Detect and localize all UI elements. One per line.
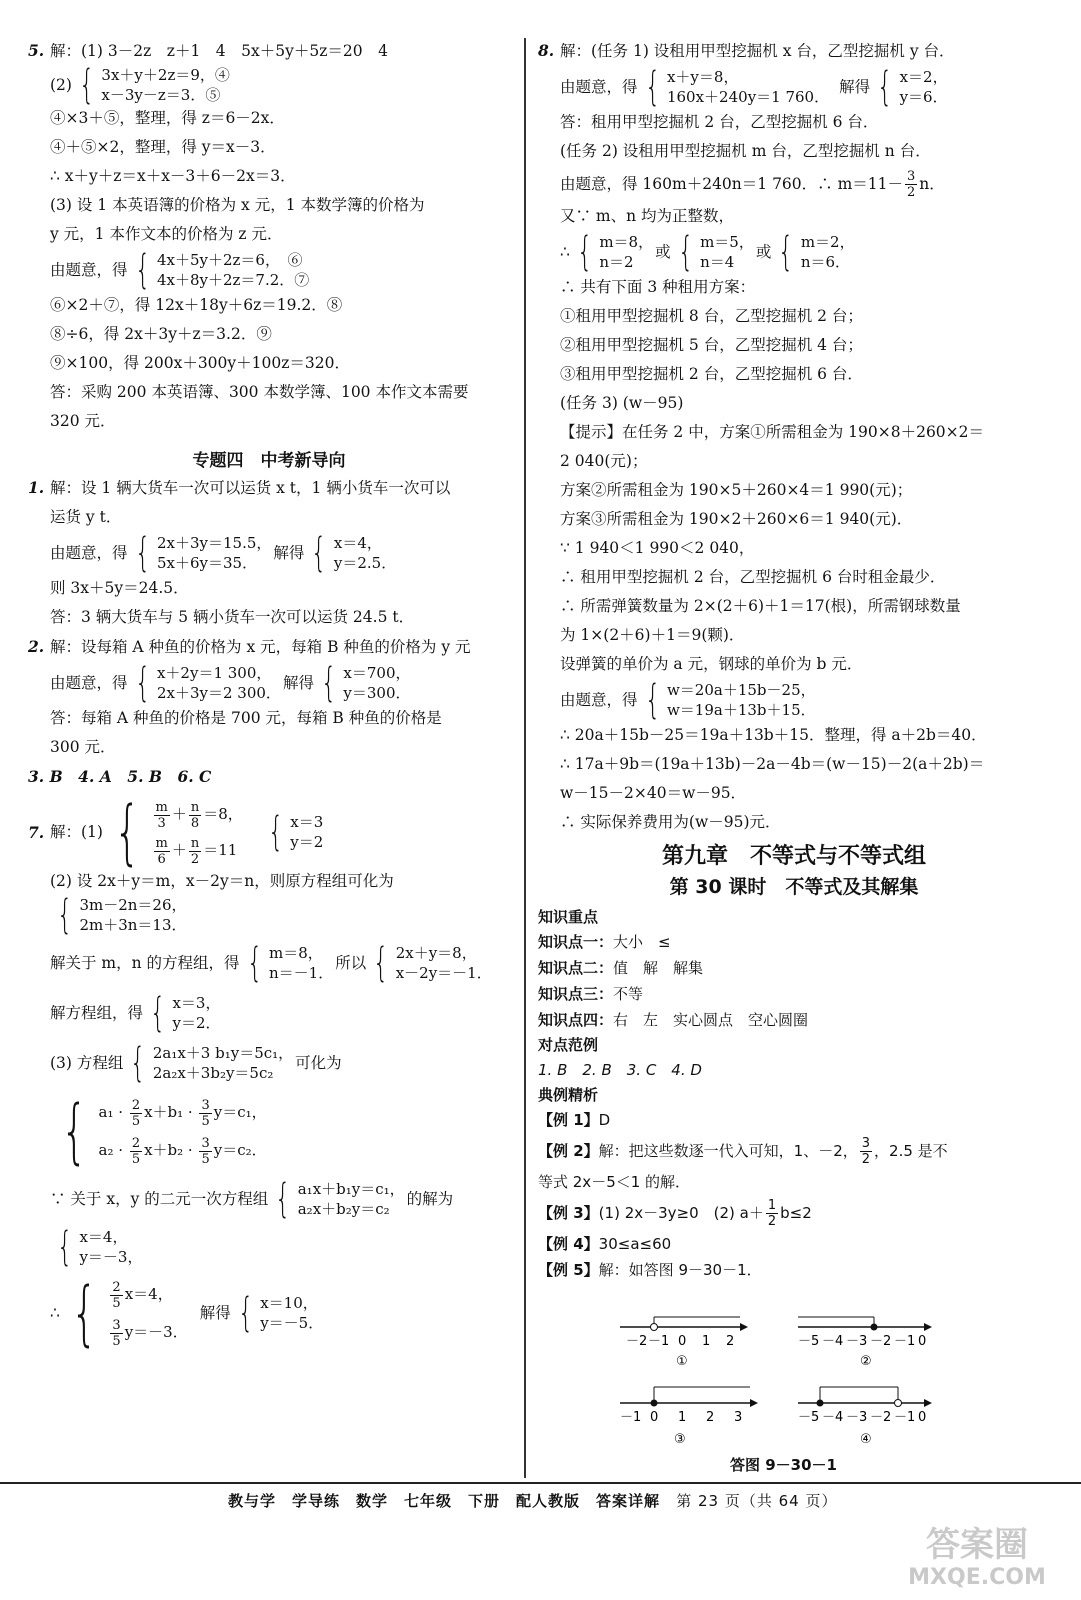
tick-label: －1 (894, 1410, 916, 1425)
solid-dot (817, 1400, 824, 1407)
tick-label: 0 (650, 1410, 659, 1425)
q8-plan: ③租用甲型挖掘机 2 台，乙型挖掘机 6 台． (560, 365, 863, 383)
watermark-url: MXQE.COM (908, 1565, 1046, 1590)
chapter-title: 第九章 不等式与不等式组 (661, 844, 926, 869)
solid-dot (871, 1324, 878, 1331)
q2-line1: 2. 解：设每箱 A 种鱼的价格为 x 元，每箱 B 种鱼的价格为 y 元 (28, 637, 471, 656)
system: { x＋2y＝1 300， 2x＋3y＝2 300． (134, 660, 281, 706)
q7-part2-system (28, 892, 510, 938)
q8-plan: ②租用甲型挖掘机 5 台，乙型挖掘机 4 台； (560, 336, 863, 354)
q1-system: 由题意，得 { 2x＋3y＝15.5， 5x＋6y＝35． 解得 { x＝4， y＝2.5． (50, 530, 397, 576)
footer-text: 教与学 学导练 数学 七年级 下册 配人教版 答案详解 第 23 页（共 64 页） (228, 1492, 838, 1510)
tick-label: －5 (798, 1334, 820, 1349)
tick-label: －3 (846, 1410, 868, 1425)
option-3: { m＝2， n＝6． (778, 229, 855, 275)
caption-3: ③ (674, 1432, 686, 1447)
tick-label: 3 (734, 1410, 743, 1425)
number-line-1 (620, 1317, 748, 1369)
q8-hint: ∴ 租用甲型挖掘机 2 台，乙型挖掘机 6 台时租金最少． (560, 568, 946, 586)
tick-label: 1 (678, 1410, 687, 1425)
page-footer (0, 1482, 1081, 1512)
number-lines-figure (618, 1315, 978, 1465)
q8-hint: 方案③所需租金为 190×2＋260×6＝1 940(元)． (560, 510, 913, 528)
q8-task2-eq: 由题意，得 160m＋240n＝1 760．∴ m＝11－ $\frac{3}{2}$ n． (560, 168, 945, 200)
knowledge-point-3: 知识点三：不等 (538, 985, 644, 1003)
q8-hint-system: 由题意，得 { w＝20a＋15b－25， w＝19a＋13b＋15． (560, 677, 816, 723)
system: { 3m－2n＝26， 2m＋3n＝13． (57, 892, 187, 938)
q7-part3-rewritten (28, 1088, 510, 1174)
q3-to-q6-answers: 3. B 4. A 5. B 6. C (28, 767, 212, 786)
q5-part3-text: y 元，1 本作文本的价格为 z 元． (50, 225, 283, 243)
q8-hint: ∴ 17a＋9b＝(19a＋13b)－2a－4b＝(w－15)－2(a＋2b)＝ (560, 755, 985, 773)
tick-label: －4 (822, 1410, 844, 1425)
q2-system: 由题意，得 { x＋2y＝1 300， 2x＋3y＝2 300． 解得 { x＝700， y＝300． (50, 660, 411, 706)
right-column (538, 40, 1050, 1283)
lesson-title: 第 30 课时 不等式及其解集 (669, 876, 919, 898)
q2-answer: 答：每箱 A 种鱼的价格是 700 元，每箱 B 种鱼的价格是 (50, 709, 442, 727)
caption-4: ④ (860, 1432, 872, 1447)
caption-1: ① (676, 1354, 688, 1369)
q1-text: 运货 y t． (50, 508, 122, 526)
q8-text: (任务 2) 设租用甲型挖掘机 m 台，乙型挖掘机 n 台． (560, 142, 931, 160)
number-line-4 (798, 1387, 932, 1447)
q5-step: ⑥×2＋⑦，得 12x＋18y＋6z＝19.2．⑧ (50, 296, 343, 314)
q7-part1: 7. 解：(1) { $\frac{m}{3}$ ＋ $\frac{n}{8}$ ＝8， $\frac{m}{6}$ ＋ $\frac{n}{2}$ ＝11 { x＝3 y＝2 (28, 791, 324, 873)
caption-2: ② (860, 1354, 872, 1369)
watermark-text: 答案圈 (926, 1525, 1028, 1565)
open-dot (651, 1324, 658, 1331)
system: { a₁x＋b₁y＝c₁， a₂x＋b₂y＝c₂ (275, 1176, 405, 1222)
column-divider (524, 38, 526, 1478)
knowledge-point-1: 知识点一：大小 ≤ (538, 933, 671, 951)
q8-text: ∴ 共有下面 3 种租用方案： (560, 278, 756, 296)
example-2-cont: 等式 2x－5＜1 的解． (538, 1173, 691, 1191)
system: { 2a₁x＋3 b₁y＝5c₁， 2a₂x＋3b₂y＝5c₂ (130, 1040, 294, 1086)
system: { 4x＋5y＋2z＝6， ⑥ 4x＋8y＋2z＝7.2．⑦ (134, 247, 310, 293)
system: { $\frac{m}{3}$ ＋ $\frac{n}{8}$ ＝8， $\frac{m}{6}$ ＋ $\frac{n}{2}$ ＝11 (113, 791, 243, 873)
solution: { x＝2， y＝6． (877, 64, 948, 110)
solution: { x＝4， y＝2.5． (311, 530, 397, 576)
system: { 2x＋3y＝15.5， 5x＋6y＝35． (134, 530, 272, 576)
q1-answer: 答：3 辆大货车与 5 辆小货车一次可以运货 24.5 t． (50, 608, 415, 626)
q5-step: ⑧÷6，得 2x＋3y＋z＝3.2．⑨ (50, 325, 272, 343)
example-4: 【例 4】30≤a≤60 (538, 1235, 672, 1253)
knowledge-point-2: 知识点二：值 解 解集 (538, 959, 704, 977)
q8-plan: ①租用甲型挖掘机 8 台，乙型挖掘机 2 台； (560, 307, 863, 325)
q8-hint: 【提示】在任务 2 中，方案①所需租金为 190×8＋260×2＝ (560, 423, 985, 441)
example-2: 【例 2】 解：把这些数逐一代入可知，1、－2， $\frac{3}{2}$ ，2.5 是不 (538, 1135, 948, 1167)
tick-label: 0 (918, 1410, 927, 1425)
q5-part3-text: (3) 设 1 本英语簿的价格为 x 元，1 本数学簿的价格为 (50, 196, 425, 214)
solution: { x＝4， y＝－3， (57, 1224, 143, 1270)
q8-hint: ∴ 20a＋15b－25＝19a＋13b＋15．整理，得 a＋2b＝40． (560, 726, 987, 744)
system: { 2x＋y＝8， x－2y＝－1． (373, 940, 492, 986)
solution: { x＝700， y＝300． (321, 660, 411, 706)
tick-label: －1 (620, 1410, 642, 1425)
tick-label: 0 (918, 1334, 927, 1349)
tick-label: －2 (626, 1334, 648, 1349)
section-analysis: 典例精析 (538, 1086, 599, 1104)
q8-text: 又∵ m、n 均为正整数， (560, 207, 735, 225)
q8-hint: 方案②所需租金为 190×5＋260×4＝1 990(元)； (560, 481, 913, 499)
q5-line1: 5. 解：(1) 3－2z z＋1 4 5x＋5y＋5z＝20 4 (28, 41, 388, 60)
solution: { x＝10， y＝－5． (237, 1290, 324, 1336)
tick-label: －5 (798, 1410, 820, 1425)
open-dot (895, 1400, 902, 1407)
q7-part2-solve: 解关于 m，n 的方程组，得 { m＝8， n＝－1． 所以 { 2x＋y＝8， x－2y＝－1． (50, 940, 492, 986)
q5-step: ∴ x＋y＋z＝x＋x－3＋6－2x＝3． (50, 167, 296, 185)
q7-part3-known-solution (28, 1224, 510, 1270)
section-title: 专题四 中考新导向 (192, 451, 346, 471)
tick-label: 2 (706, 1410, 715, 1425)
tick-label: －2 (870, 1410, 892, 1425)
solution: { x＝3， y＝2． (150, 990, 221, 1036)
q5-system: { 3x＋y＋2z＝9，④ x－3y－z＝3．⑤ (79, 62, 230, 108)
q5-answer: 320 元． (50, 412, 116, 430)
example-3: 【例 3】 (1) 2x－3y≥0 (2) a＋ $\frac{1}{2}$ b≤2 (538, 1197, 812, 1229)
q5-answer: 答：采购 200 本英语簿、300 本数学簿、100 本作文本需要 (50, 383, 469, 401)
system: { $\frac{2}{5}$ x＝4， $\frac{3}{5}$ y＝－3． (70, 1272, 188, 1354)
q7-part3: (3) 方程组 { 2a₁x＋3 b₁y＝5c₁， 2a₂x＋3b₂y＝5c₂ 可化为 (50, 1040, 342, 1086)
tick-label: 2 (726, 1334, 735, 1349)
q8-hint: w－15－2×40＝w－95． (560, 784, 747, 802)
q5-step: ⑨×100，得 200x＋300y＋100z＝320． (50, 354, 351, 372)
q8-hint: ∵ 1 940＜1 990＜2 040， (560, 539, 755, 557)
q8-hint: 2 040(元)； (560, 452, 648, 470)
q5-part2: (2) { 3x＋y＋2z＝9，④ x－3y－z＝3．⑤ (50, 62, 230, 108)
q8-hint: ∴ 所需弹簧数量为 2×(2＋6)＋1＝17(根)，所需钢球数量 (560, 597, 961, 615)
q8-hint: 设弹簧的单价为 a 元，钢球的单价为 b 元． (560, 655, 863, 673)
section-examples: 对点范例 (538, 1036, 599, 1054)
left-column (28, 40, 510, 1356)
figure-caption: 答图 9－30－1 (730, 1456, 837, 1474)
solution: { m＝8， n＝－1． (246, 940, 334, 986)
example-1: 【例 1】D (538, 1111, 611, 1129)
tick-label: －4 (822, 1334, 844, 1349)
number-lines-svg (618, 1315, 978, 1455)
example-5: 【例 5】解：如答图 9－30－1． (538, 1261, 762, 1279)
q7-part3-final: ∴ { $\frac{2}{5}$ x＝4， $\frac{3}{5}$ y＝－3． 解得 { x＝10， y＝－5． (50, 1272, 324, 1354)
q5-part3-system: 由题意，得 { 4x＋5y＋2z＝6， ⑥ 4x＋8y＋2z＝7.2．⑦ (50, 247, 310, 293)
tick-label: －1 (648, 1334, 670, 1349)
tick-label: －1 (894, 1334, 916, 1349)
q1-line1: 1. 解：设 1 辆大货车一次可以运货 x t，1 辆小货车一次可以 (28, 478, 451, 497)
q2-answer: 300 元． (50, 738, 116, 756)
number-line-2 (798, 1317, 932, 1369)
system: { x＋y＝8， 160x＋240y＝1 760． (644, 64, 830, 110)
q7-part2-result: 解方程组，得 { x＝3， y＝2． (50, 990, 221, 1036)
q1-text: 则 3x＋5y＝24.5． (50, 579, 189, 597)
q7-part2-text: (2) 设 2x＋y＝m，x－2y＝n，则原方程组可化为 (50, 872, 394, 890)
knowledge-point-4: 知识点四：右 左 实心圆点 空心圆圈 (538, 1011, 809, 1029)
examples-answers: 1. B 2. B 3. C 4. D (538, 1061, 702, 1079)
solid-dot (651, 1400, 658, 1407)
q8-line1: 8. 解：(任务 1) 设租用甲型挖掘机 x 台，乙型挖掘机 y 台． (538, 41, 955, 60)
system: { a₁ · $\frac{2}{5}$ x＋b₁ · $\frac{3}{5}$ y＝c₁， a₂ · $\frac{2}{5}$ x＋b₂ · $\frac{3}{5}$ y＝c₂． (60, 1090, 267, 1172)
q8-task3: (任务 3) (w－95) (560, 394, 684, 412)
q8-hint: 为 1×(2＋6)＋1＝9(颗)． (560, 626, 745, 644)
tick-label: 0 (678, 1334, 687, 1349)
q5-step: ④×3＋⑤，整理，得 z＝6－2x． (50, 109, 285, 127)
q7-part3-reason: ∵ 关于 x，y 的二元一次方程组 { a₁x＋b₁y＝c₁， a₂x＋b₂y＝c₂ 的解为 (50, 1176, 454, 1222)
q5-step: ④＋⑤×2，整理，得 y＝x－3． (50, 138, 276, 156)
watermark-logo (887, 1522, 1067, 1592)
q8-options: ∴ { m＝8， n＝2 或 { m＝5， n＝4 或 { m＝2， n＝6． (560, 229, 855, 275)
number-line-3 (620, 1387, 758, 1447)
option-1: { m＝8， n＝2 (576, 229, 654, 275)
solution: { x＝3 y＝2 (267, 809, 324, 855)
option-2: { m＝5， n＝4 (677, 229, 754, 275)
section-knowledge: 知识重点 (538, 908, 599, 926)
q8-conclusion: ∴ 实际保养费用为(w－95)元． (560, 813, 781, 831)
tick-label: 1 (702, 1334, 711, 1349)
q8-text: 答：租用甲型挖掘机 2 台，乙型挖掘机 6 台． (560, 113, 879, 131)
tick-label: －3 (846, 1334, 868, 1349)
tick-label: －2 (870, 1334, 892, 1349)
q8-system: 由题意，得 { x＋y＝8， 160x＋240y＝1 760． 解得 { x＝2， y＝6． (560, 64, 948, 110)
system: { w＝20a＋15b－25， w＝19a＋13b＋15． (644, 677, 816, 723)
